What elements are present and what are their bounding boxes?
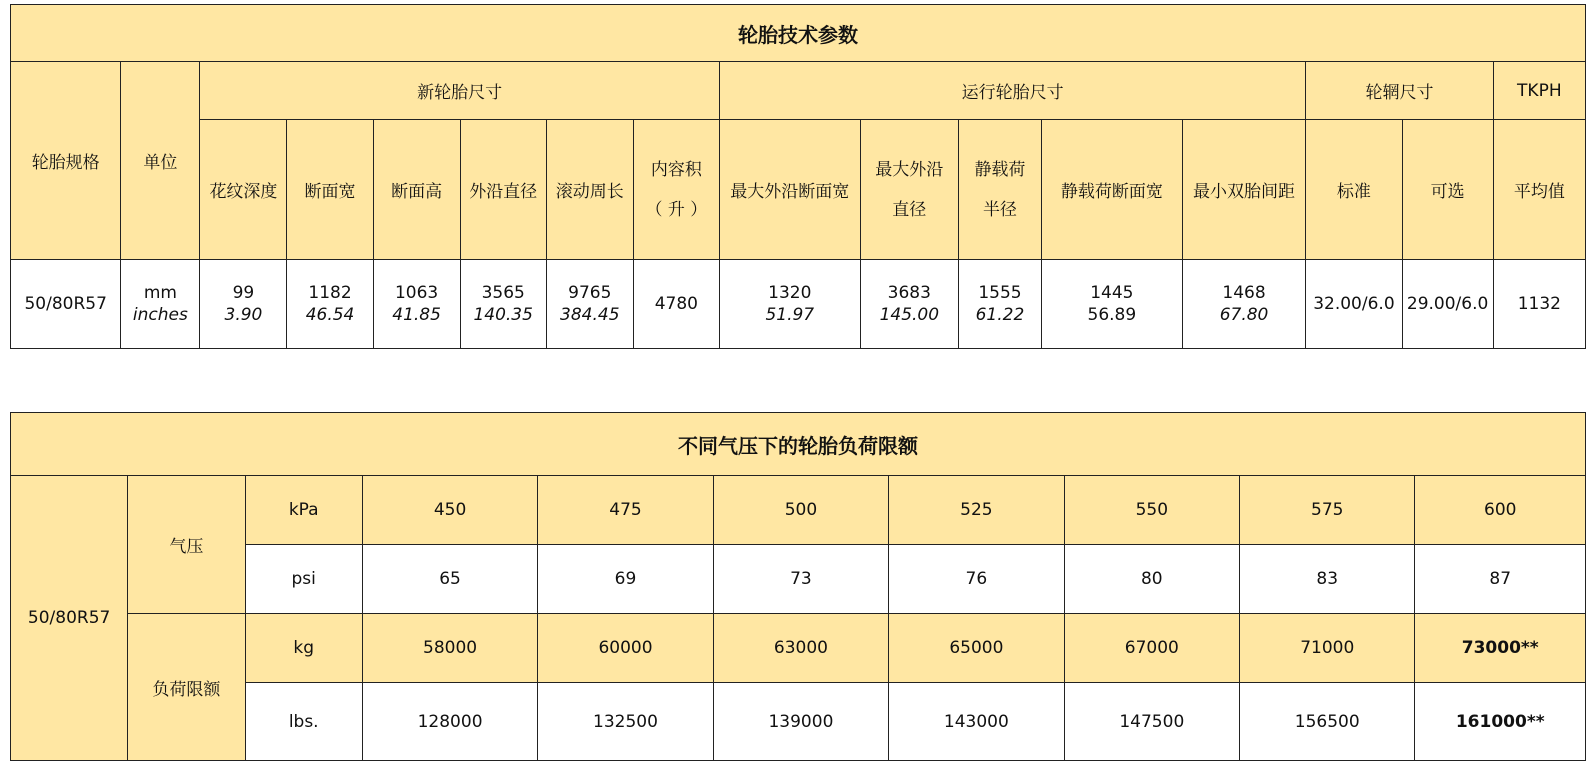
- psi-value: 80: [1064, 545, 1239, 614]
- outer-diameter-cell: [460, 260, 546, 349]
- lbs-value: 132500: [538, 683, 713, 761]
- psi-value: 76: [889, 545, 1064, 614]
- unit-kpa: kPa: [245, 476, 362, 545]
- tread-depth-cell: [200, 260, 287, 349]
- dual-mm: 1468: [1222, 283, 1266, 303]
- sub-max-outer-dia-line1: 最大外沿: [875, 159, 944, 180]
- spec-data-row: [11, 260, 1586, 349]
- group-running-tire: 运行轮胎尺寸: [719, 62, 1305, 120]
- load-row-lbs: [11, 683, 1586, 761]
- static-width-cell: [1041, 260, 1182, 349]
- width-in: 46.54: [305, 305, 355, 325]
- sub-section-height: 断面高: [373, 120, 460, 260]
- kg-value: 67000: [1064, 614, 1239, 683]
- kpa-value: 500: [713, 476, 888, 545]
- psi-value: 65: [362, 545, 537, 614]
- sub-static-radius-line1: 静载荷: [974, 159, 1026, 180]
- width-mm: 1182: [308, 283, 352, 303]
- spec-title-row: [11, 5, 1586, 62]
- lbs-value: 139000: [713, 683, 888, 761]
- kpa-value: 550: [1064, 476, 1239, 545]
- section-width-cell: [287, 260, 373, 349]
- sub-static-width: 静载荷断面宽: [1041, 120, 1182, 260]
- unit-psi: psi: [245, 545, 362, 614]
- label-load-limit: 负荷限额: [128, 614, 245, 761]
- psi-value: 83: [1240, 545, 1415, 614]
- unit-kg: kg: [245, 614, 362, 683]
- slr-in: 61.22: [975, 305, 1025, 325]
- load-table-title: 不同气压下的轮胎负荷限额: [11, 413, 1586, 476]
- load-row-kpa: [11, 476, 1586, 545]
- lbs-value: 128000: [362, 683, 537, 761]
- rim-optional-value: 29.00/6.0: [1402, 260, 1493, 349]
- tire-spec-table: [10, 4, 1586, 349]
- sub-volume: [633, 120, 719, 260]
- sub-outer-diameter: 外沿直径: [460, 120, 546, 260]
- spec-table-title: 轮胎技术参数: [11, 5, 1586, 62]
- section-height-cell: [373, 260, 460, 349]
- load-tire-size: 50/80R57: [11, 476, 128, 761]
- kg-value: 60000: [538, 614, 713, 683]
- load-row-kg: [11, 614, 1586, 683]
- kg-value: 58000: [362, 614, 537, 683]
- sub-max-outer-dia-line2: 直径: [892, 199, 927, 220]
- kg-value-max: 73000**: [1415, 614, 1586, 683]
- sub-volume-line1: 内容积: [650, 159, 702, 180]
- circ-mm: 9765: [568, 283, 612, 303]
- sub-tread-depth: 花纹深度: [200, 120, 287, 260]
- min-dual-cell: [1182, 260, 1306, 349]
- psi-value: 73: [713, 545, 888, 614]
- rolling-circ-cell: [546, 260, 633, 349]
- sub-static-radius: [958, 120, 1041, 260]
- load-title-row: [11, 413, 1586, 476]
- rim-standard-value: 32.00/6.0: [1306, 260, 1402, 349]
- unit-lbs: lbs.: [245, 683, 362, 761]
- lbs-value: 156500: [1240, 683, 1415, 761]
- group-tkph: TKPH: [1493, 62, 1585, 120]
- group-new-tire: 新轮胎尺寸: [200, 62, 720, 120]
- kpa-value: 450: [362, 476, 537, 545]
- spec-group-row: [11, 62, 1586, 120]
- sub-min-dual-spacing: 最小双胎间距: [1182, 120, 1306, 260]
- kpa-value: 600: [1415, 476, 1586, 545]
- height-mm: 1063: [394, 283, 439, 303]
- label-pressure: 气压: [128, 476, 245, 614]
- unit-cell: [121, 260, 200, 349]
- load-row-psi: [11, 545, 1586, 614]
- slw-in: 56.89: [1087, 305, 1137, 325]
- maxw-mm: 1320: [768, 283, 812, 303]
- sub-rim-standard: 标准: [1306, 120, 1402, 260]
- group-rim: 轮辋尺寸: [1306, 62, 1493, 120]
- load-limit-table: [10, 412, 1586, 761]
- kpa-value: 575: [1240, 476, 1415, 545]
- unit-inches: inches: [132, 305, 188, 325]
- lbs-value: 143000: [889, 683, 1064, 761]
- dual-in: 67.80: [1219, 305, 1269, 325]
- max-width-cell: [719, 260, 860, 349]
- static-radius-cell: [958, 260, 1041, 349]
- height-in: 41.85: [392, 305, 441, 325]
- volume-value: 4780: [633, 260, 719, 349]
- maxod-in: 145.00: [879, 305, 940, 325]
- maxod-mm: 3683: [887, 283, 931, 303]
- lbs-value: 147500: [1064, 683, 1239, 761]
- col-unit: 单位: [121, 62, 200, 260]
- slr-mm: 1555: [978, 283, 1022, 303]
- col-tire-spec: 轮胎规格: [11, 62, 121, 260]
- unit-mm: mm: [143, 283, 177, 303]
- kg-value: 71000: [1240, 614, 1415, 683]
- psi-value: 87: [1415, 545, 1586, 614]
- maxw-in: 51.97: [765, 305, 815, 325]
- kg-value: 65000: [889, 614, 1064, 683]
- kpa-value: 525: [889, 476, 1064, 545]
- tkph-value: 1132: [1493, 260, 1585, 349]
- kpa-value: 475: [538, 476, 713, 545]
- psi-value: 69: [538, 545, 713, 614]
- tire-size: 50/80R57: [11, 260, 121, 349]
- sub-max-outer-diameter: [860, 120, 958, 260]
- od-in: 140.35: [473, 305, 533, 325]
- sub-tkph-average: 平均值: [1493, 120, 1585, 260]
- sub-rim-optional: 可选: [1402, 120, 1493, 260]
- tread-in: 3.90: [224, 305, 263, 325]
- spec-subheader-row: [11, 120, 1586, 260]
- sub-section-width: 断面宽: [287, 120, 373, 260]
- sub-rolling-circumference: 滚动周长: [546, 120, 633, 260]
- max-od-cell: [860, 260, 958, 349]
- kg-value: 63000: [713, 614, 888, 683]
- sub-max-section-width: 最大外沿断面宽: [719, 120, 860, 260]
- sub-volume-line2: （ 升 ）: [645, 199, 708, 220]
- tread-mm: 99: [232, 283, 255, 303]
- slw-mm: 1445: [1090, 283, 1134, 303]
- lbs-value-max: 161000**: [1415, 683, 1586, 761]
- circ-in: 384.45: [560, 305, 620, 325]
- sub-static-radius-line2: 半径: [982, 199, 1017, 220]
- od-mm: 3565: [481, 283, 525, 303]
